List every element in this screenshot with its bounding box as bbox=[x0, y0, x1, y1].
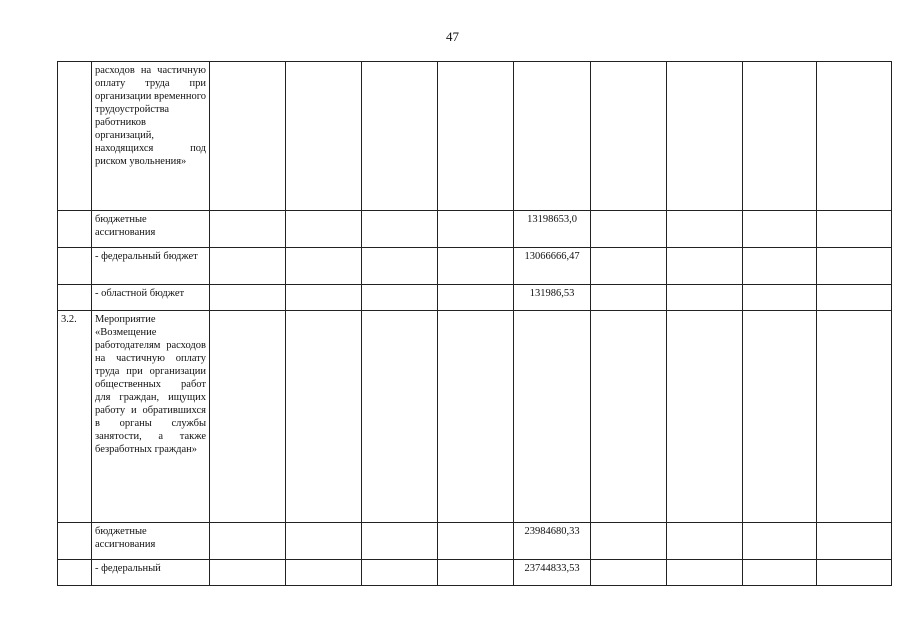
empty-cell bbox=[362, 285, 438, 311]
empty-cell bbox=[362, 62, 438, 211]
empty-cell bbox=[743, 211, 817, 248]
empty-cell bbox=[362, 523, 438, 560]
empty-cell bbox=[210, 62, 286, 211]
row-number bbox=[58, 560, 92, 586]
table-row bbox=[58, 62, 892, 211]
row-number bbox=[58, 285, 92, 311]
row-description: бюджетные ассигнования bbox=[92, 211, 210, 248]
row-number bbox=[58, 62, 92, 211]
row-number bbox=[58, 248, 92, 285]
budget-table bbox=[57, 61, 892, 586]
empty-cell bbox=[817, 523, 892, 560]
empty-cell bbox=[667, 211, 743, 248]
empty-cell bbox=[210, 285, 286, 311]
empty-cell bbox=[210, 248, 286, 285]
empty-cell bbox=[438, 311, 514, 523]
empty-cell bbox=[286, 311, 362, 523]
empty-cell bbox=[286, 560, 362, 586]
empty-cell bbox=[438, 560, 514, 586]
table-row bbox=[58, 523, 892, 560]
empty-cell bbox=[817, 311, 892, 523]
empty-cell bbox=[286, 523, 362, 560]
empty-cell bbox=[743, 311, 817, 523]
empty-cell bbox=[591, 211, 667, 248]
empty-cell bbox=[667, 311, 743, 523]
empty-cell bbox=[591, 311, 667, 523]
amount-cell bbox=[514, 311, 591, 523]
row-description: - федеральный bbox=[92, 560, 210, 586]
table-row bbox=[58, 248, 892, 285]
row-number bbox=[58, 211, 92, 248]
amount-cell: 13066666,47 bbox=[514, 248, 591, 285]
amount-cell: 23744833,53 bbox=[514, 560, 591, 586]
empty-cell bbox=[591, 285, 667, 311]
empty-cell bbox=[743, 248, 817, 285]
empty-cell bbox=[817, 248, 892, 285]
empty-cell bbox=[210, 523, 286, 560]
amount-cell: 13198653,0 bbox=[514, 211, 591, 248]
row-description: расходов на частичную оплату труда при организации временного трудоустройства работников организаций, находящихся под риском увольнения» bbox=[92, 62, 210, 211]
empty-cell bbox=[362, 560, 438, 586]
empty-cell bbox=[743, 560, 817, 586]
empty-cell bbox=[438, 211, 514, 248]
empty-cell bbox=[667, 248, 743, 285]
empty-cell bbox=[667, 523, 743, 560]
table-row bbox=[58, 285, 892, 311]
empty-cell bbox=[438, 523, 514, 560]
row-description: Мероприятие «Возмещение работодателям расходов на частичную оплату труда при организации общественных работ для граждан, ищущих работу и обратившихся в органы службы занятости, а также безработных граждан» bbox=[92, 311, 210, 523]
empty-cell bbox=[667, 285, 743, 311]
empty-cell bbox=[362, 211, 438, 248]
empty-cell bbox=[817, 62, 892, 211]
row-number: 3.2. bbox=[58, 311, 92, 523]
empty-cell bbox=[210, 560, 286, 586]
table-row bbox=[58, 311, 892, 523]
empty-cell bbox=[286, 285, 362, 311]
empty-cell bbox=[286, 248, 362, 285]
empty-cell bbox=[743, 523, 817, 560]
empty-cell bbox=[743, 285, 817, 311]
page-number: 47 bbox=[446, 29, 459, 44]
amount-cell bbox=[514, 62, 591, 211]
empty-cell bbox=[817, 211, 892, 248]
empty-cell bbox=[210, 211, 286, 248]
row-description: бюджетные ассигнования bbox=[92, 523, 210, 560]
row-number bbox=[58, 523, 92, 560]
empty-cell bbox=[667, 560, 743, 586]
empty-cell bbox=[591, 523, 667, 560]
row-description: - федеральный бюджет bbox=[92, 248, 210, 285]
table-row bbox=[58, 211, 892, 248]
empty-cell bbox=[362, 311, 438, 523]
empty-cell bbox=[743, 62, 817, 211]
empty-cell bbox=[591, 62, 667, 211]
empty-cell bbox=[286, 211, 362, 248]
empty-cell bbox=[210, 311, 286, 523]
empty-cell bbox=[667, 62, 743, 211]
empty-cell bbox=[591, 248, 667, 285]
empty-cell bbox=[817, 560, 892, 586]
amount-cell: 23984680,33 bbox=[514, 523, 591, 560]
table-row bbox=[58, 560, 892, 586]
empty-cell bbox=[286, 62, 362, 211]
empty-cell bbox=[438, 248, 514, 285]
empty-cell bbox=[362, 248, 438, 285]
empty-cell bbox=[817, 285, 892, 311]
row-description: - областной бюджет bbox=[92, 285, 210, 311]
empty-cell bbox=[591, 560, 667, 586]
empty-cell bbox=[438, 62, 514, 211]
amount-cell: 131986,53 bbox=[514, 285, 591, 311]
empty-cell bbox=[438, 285, 514, 311]
